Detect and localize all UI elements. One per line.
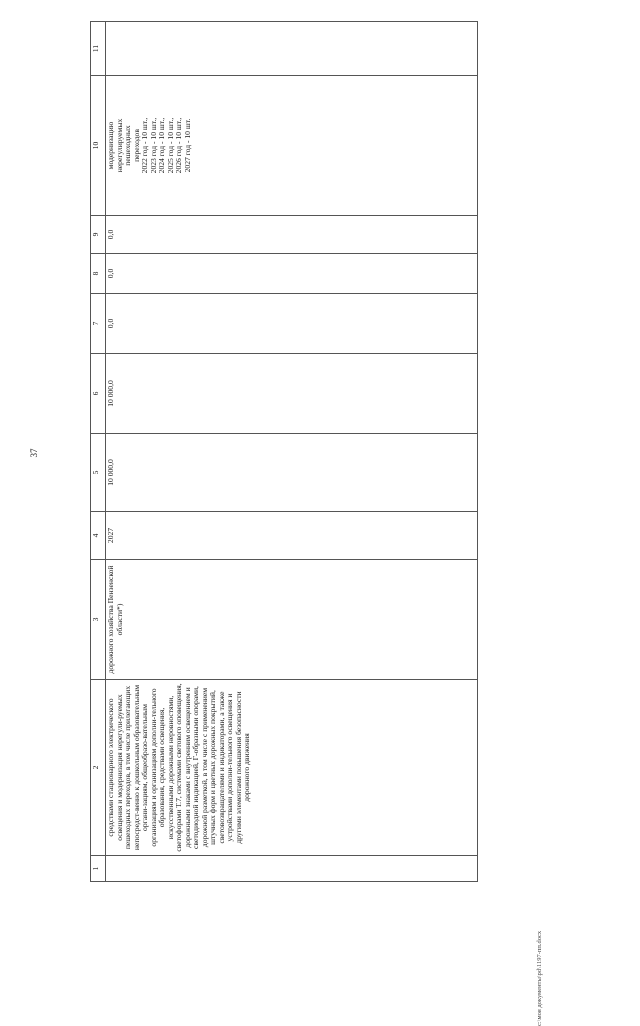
cell-expected-results <box>106 76 478 216</box>
result-line: переходов <box>131 129 141 162</box>
column-number-7: 7 <box>91 294 106 354</box>
cell-local-budget: 0,0 <box>106 254 478 294</box>
cell-total-funding: 10 000,0 <box>106 434 478 512</box>
column-number-10: 10 <box>91 76 106 216</box>
column-number-2: 2 <box>91 680 106 856</box>
result-line: пешеходных <box>123 125 132 166</box>
result-line: 2023 год - 10 шт., <box>148 117 158 174</box>
result-line: нерегулируемых <box>114 118 124 173</box>
page-number: 37 <box>29 448 39 458</box>
column-number-6: 6 <box>91 354 106 434</box>
column-number-5: 5 <box>91 434 106 512</box>
column-number-3: 3 <box>91 560 106 680</box>
cell-notes <box>106 22 478 76</box>
result-line: 2025 год - 10 шт., <box>165 117 175 174</box>
cell-number <box>106 856 478 882</box>
program-table-container <box>90 22 478 882</box>
result-line: модернизацию <box>106 121 115 170</box>
column-number-1: 1 <box>91 856 106 882</box>
cell-year: 2027 <box>106 512 478 560</box>
document-path-footer: c:\моя документы\pd\1197-пп.docx <box>536 930 543 1026</box>
column-number-9: 9 <box>91 216 106 254</box>
program-table <box>90 21 478 882</box>
column-number-11: 11 <box>91 22 106 76</box>
cell-other-sources: 0,0 <box>106 216 478 254</box>
result-line: 2024 год - 10 шт., <box>157 117 166 174</box>
header-row <box>91 22 106 882</box>
result-line: 2027 год - 10 шт. <box>182 118 192 173</box>
cell-executor: дорожного хозяйства Пензенской области*) <box>106 560 478 680</box>
cell-regional-budget: 10 000,0 <box>106 354 478 434</box>
result-line: 2022 год - 10 шт., <box>140 117 149 174</box>
cell-federal-budget: 0,0 <box>106 294 478 354</box>
cell-measure-description: средствами стационарного электрического освещения и модернизация нерегули-руемых пешеходных переходов, в том числе прилегающих непосредст-венно к дошкольным образовательным органи-зациям, общеобразо-вательным организациям и организациям дополни-тельного образования, средствами освещения, искусственными дорожными неровностями, светофорами Т.7, системами светового оповещения, дорожными знаками с внутренним освещением и светодиодной индикацией, Г-образными опорами, дорожной разметкой, в том числе с применением штучных форм и цветных дорожных покрытий, световозвращателями и индикаторами, а также устройствами дополни-тельного освещения и другими элементами повышения безопасности дорожного движения <box>106 680 478 856</box>
table-row <box>106 22 478 882</box>
column-number-4: 4 <box>91 512 106 560</box>
column-number-8: 8 <box>91 254 106 294</box>
result-line: 2026 год - 10 шт., <box>174 117 183 174</box>
